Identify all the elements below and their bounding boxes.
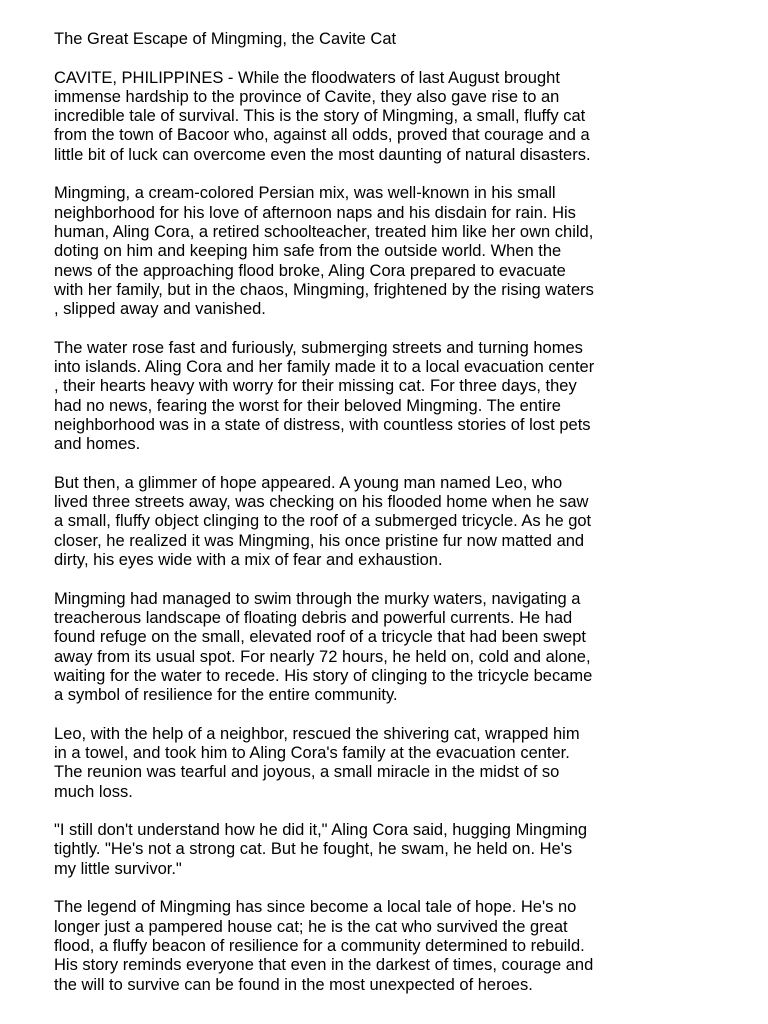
paragraph-flood: The water rose fast and furiously, submerging streets and turning homes into islands. Aling Cora and her family made it to a local evacuation center , their hearts heavy with worry for their missing cat. For three days, they had no news, fearing the worst for their beloved Mingming. The entire neighborhood was in a state of distress, with countless stories of lost pets and homes.: [54, 338, 595, 454]
paragraph-quote: "I still don't understand how he did it," Aling Cora said, hugging Mingming tightly. "He's not a strong cat. But he fought, he swam, he held on. He's my little survivor.": [54, 821, 588, 878]
document-title: The Great Escape of Mingming, the Cavite Cat: [54, 30, 397, 48]
paragraph-rescue: Leo, with the help of a neighbor, rescued the shivering cat, wrapped him in a towel, and took him to Aling Cora's family at the evacuation center. The reunion was tearful and joyous, a small miracle in the midst of so much loss.: [54, 724, 580, 801]
paragraph-intro: CAVITE, PHILIPPINES - While the floodwaters of last August brought immense hardship to the province of Cavite, they also gave rise to an incredible tale of survival. This is the story of Mingming, a small, fluffy cat from the town of Bacoor who, against all odds, proved that courage and a little bit of luck can overcome even the most daunting of natural disasters.: [54, 68, 591, 164]
paragraph-discovery: But then, a glimmer of hope appeared. A young man named Leo, who lived three streets away, was checking on his flooded home when he saw a small, fluffy object clinging to the roof of a submerged tricycle. As he got closer, he realized it was Mingming, his once pristine fur now matted and dirty, his eyes wide with a mix of fear and exhaustion.: [54, 473, 592, 570]
paragraph-survival: Mingming had managed to swim through the murky waters, navigating a treacherous landscape of floating debris and powerful currents. He had found refuge on the small, elevated roof of a tricycle that had been swept away from its usual spot. For nearly 72 hours, he held on, cold and alone, waiting for the water to recede. His story of clinging to the tricycle became a symbol of resilience for the entire community.: [54, 589, 593, 705]
paragraph-legend: The legend of Mingming has since become a local tale of hope. He's no longer just a pampered house cat; he is the cat who survived the great flood, a fluffy beacon of resilience for a community determined to rebuild. His story reminds everyone that even in the darkest of times, courage and the will to survive can be found in the most unexpected of heroes.: [54, 898, 594, 994]
paragraph-mingming-description: Mingming, a cream-colored Persian mix, was well-known in his small neighborhood for his love of afternoon naps and his disdain for rain. His human, Aling Cora, a retired schoolteacher, treated him like her own child, doting on him and keeping him safe from the outside world. When the news of the approaching flood broke, Aling Cora prepared to evacuate with her family, but in the chaos, Mingming, frightened by the rising waters , slipped away and vanished.: [54, 184, 594, 319]
